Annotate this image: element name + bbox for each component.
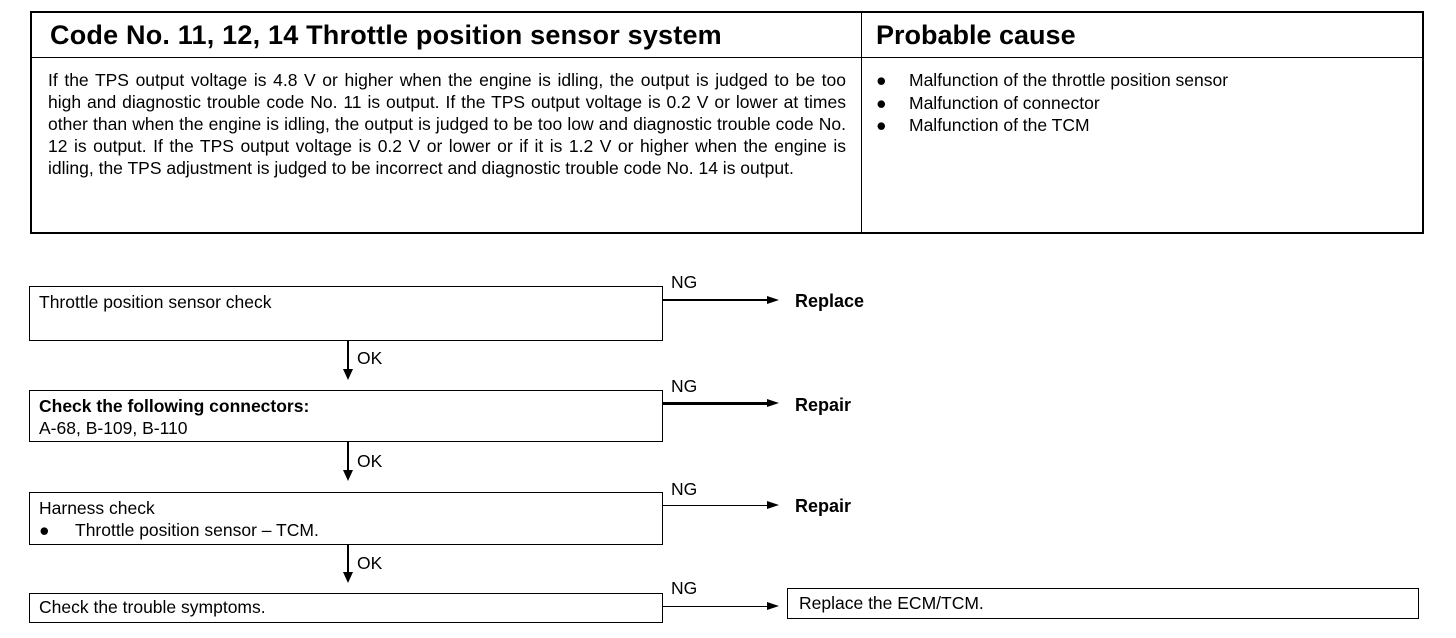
cause-text: Malfunction of the throttle position sensor [909,70,1229,90]
cause-item [876,69,1228,92]
code-title: Code No. 11, 12, 14 Throttle position sensor system [50,20,722,50]
ng-label: NG [671,479,698,499]
harness-item-text: Throttle position sensor – TCM. [75,520,319,540]
bullet-icon: ● [39,520,50,540]
flow-step-connector-check [29,390,663,442]
probable-cause-title: Probable cause [876,20,1076,50]
arrow-right-icon [767,501,779,509]
arrow-right-icon [767,602,779,610]
ok-label: OK [357,451,383,471]
result-replace-ecm-tcm: Replace the ECM/TCM. [787,588,1419,619]
bullet-icon: ● [876,92,887,113]
result-replace: Replace [795,291,865,311]
flow-step-trouble-symptoms [29,593,663,623]
connector-list: A-68, B-109, B-110 [39,418,188,438]
arrow-down-icon [343,369,353,380]
step-label: Check the trouble symptoms. [39,597,266,617]
ok-label: OK [357,553,383,573]
result-repair: Repair [795,496,852,516]
ok-label: OK [357,348,383,368]
flow-step-tps-check [29,286,663,341]
cause-item [876,114,1228,137]
result-repair: Repair [795,395,852,415]
ok-connector [347,545,349,573]
ng-label: NG [671,578,698,598]
table-header-divider [32,57,1422,58]
ok-connector [347,341,349,370]
cause-text: Malfunction of connector [909,92,1100,113]
ng-connector [663,606,767,607]
table-column-divider [861,13,862,232]
flow-step-harness-check [29,492,663,545]
bullet-icon: ● [876,115,887,135]
harness-item [39,519,662,541]
ok-connector [347,442,349,471]
ng-label: NG [671,376,698,396]
step-label: Check the following connectors: [39,396,310,416]
ng-connector [663,299,767,301]
ng-connector [663,505,767,506]
cause-item [876,92,1228,115]
ng-label: NG [671,272,698,292]
arrow-right-icon [767,399,779,407]
code-table [30,11,1424,234]
step-label: Throttle position sensor check [39,292,272,312]
probable-cause-list [876,69,1228,137]
arrow-right-icon [767,296,779,304]
cause-text: Malfunction of the TCM [909,115,1090,135]
code-description: If the TPS output voltage is 4.8 V or higher when the engine is idling, the output is judged to be too high and diagnostic trouble code No. 11 is output. If the TPS output voltage is 0.2 V or lower at times other than when the engine is idling, the output is judged to be too low and diagnostic trouble code No. 12 is output. If the TPS output voltage is 0.2 V or lower or if it is 1.2 V or higher when the engine is idling, the TPS adjustment is judged to be incorrect and diagnostic trouble code No. 14 is output. [48,70,846,178]
arrow-down-icon [343,572,353,583]
ng-connector [663,402,767,405]
bullet-icon: ● [876,70,887,90]
step-label: Harness check [39,498,155,518]
arrow-down-icon [343,470,353,481]
